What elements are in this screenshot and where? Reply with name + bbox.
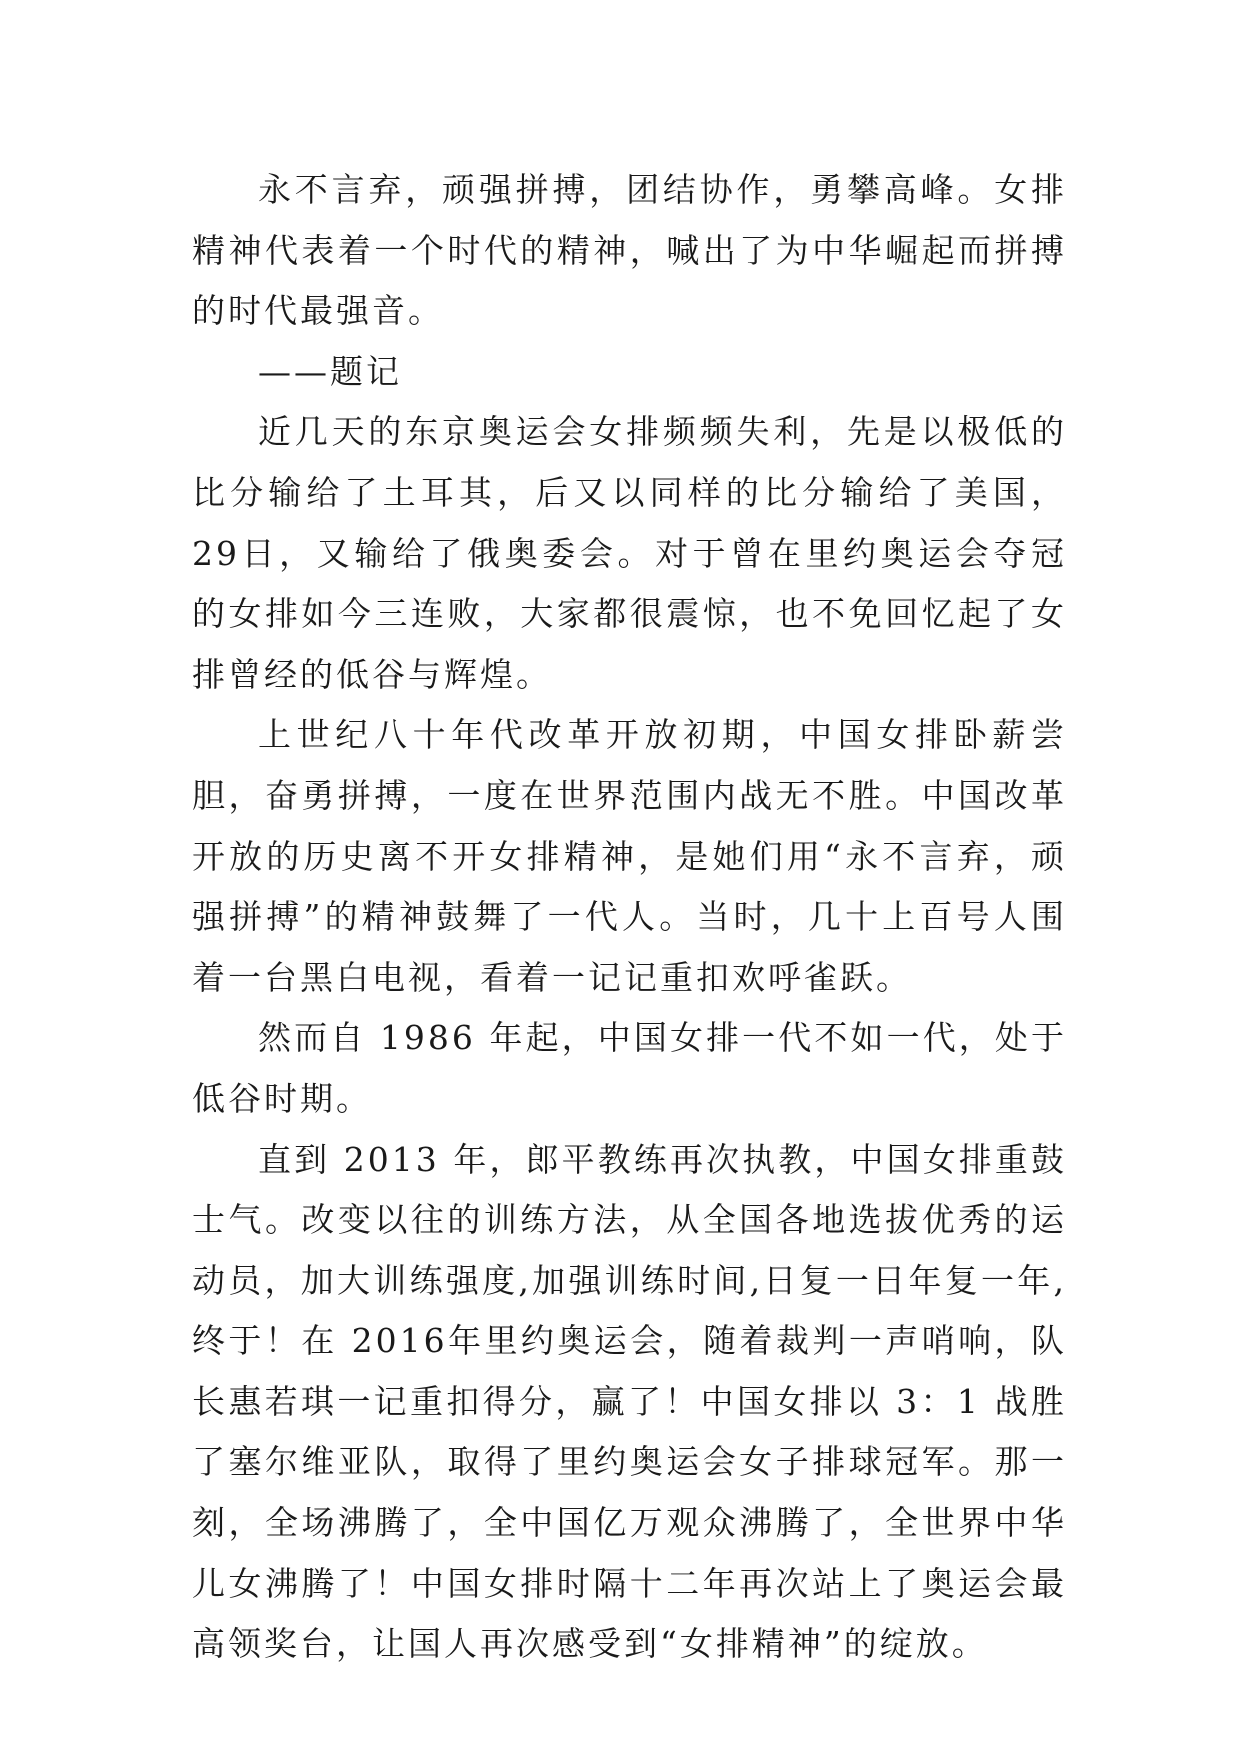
paragraph-rio-victory: 直到 2013 年，郎平教练再次执教，中国女排重鼓士气。改变以往的训练方法，从全国各地选拔优秀的运动员，加大训练强度,加强训练时间,日复一日年复一年,终于！在 2016年里约奥运会，随着裁判一声哨响，队长惠若琪一记重扣得分，赢了！中国女排以 3：1 战胜了塞尔维亚队，取得了里约奥运会女子排球冠军。那一刻，全场沸腾了，全中国亿万观众沸腾了，全世界中华儿女沸腾了！中国女排时隔十二年再次站上了奥运会最高领奖台，让国人再次感受到“女排精神”的绽放。 bbox=[192, 1139, 1067, 1664]
paragraph-epigraph: 永不言弃，顽强拼搏，团结协作，勇攀高峰。女排精神代表着一个时代的精神，喊出了为中华崛起而拼搏的时代最强音。 bbox=[192, 170, 1067, 331]
paragraph-decline: 然而自 1986 年起，中国女排一代不如一代，处于低谷时期。 bbox=[192, 1018, 1067, 1118]
paragraph-epigraph-attribution: ——题记 bbox=[258, 351, 402, 391]
paragraph-tokyo-losses: 近几天的东京奥运会女排频频失利，先是以极低的比分输给了土耳其，后又以同样的比分输给了美国，29日，又输给了俄奥委会。对于曾在里约奥运会夺冠的女排如今三连败，大家都很震惊，也不免回忆起了女排曾经的低谷与辉煌。 bbox=[192, 412, 1067, 694]
document-body bbox=[192, 160, 1067, 1675]
paragraph-eighties-history: 上世纪八十年代改革开放初期，中国女排卧薪尝胆，奋勇拼搏，一度在世界范围内战无不胜。中国改革开放的历史离不开女排精神，是她们用“永不言弃，顽强拼搏”的精神鼓舞了一代人。当时，几十上百号人围着一台黑白电视，看着一记记重扣欢呼雀跃。 bbox=[192, 715, 1067, 997]
